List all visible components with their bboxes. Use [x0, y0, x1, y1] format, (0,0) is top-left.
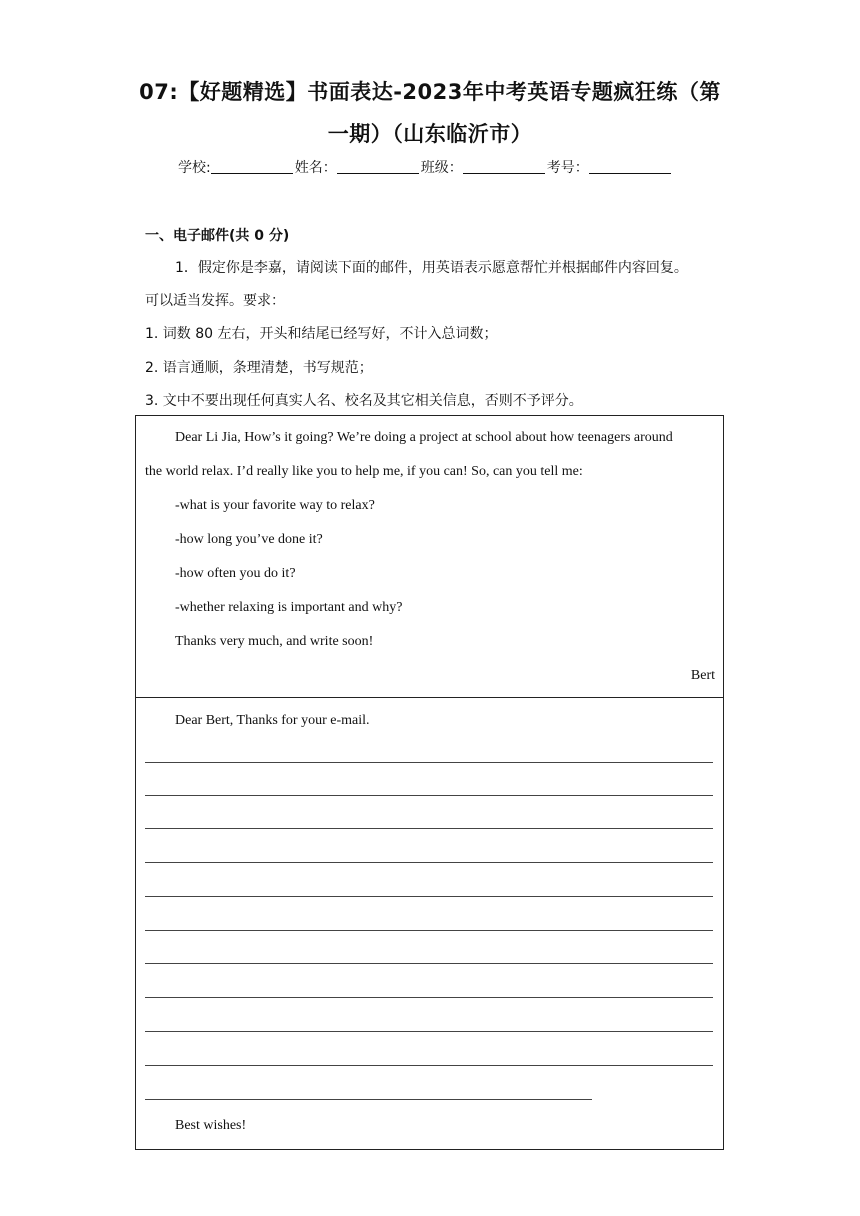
section-heading: 一、电子邮件(共 0 分) — [145, 228, 290, 244]
name-blank[interactable] — [337, 159, 419, 174]
reply-opening: Dear Bert, Thanks for your e-mail. — [175, 713, 370, 728]
email-question-3: -how often you do it? — [175, 566, 296, 581]
writing-line[interactable] — [145, 997, 713, 998]
school-label: 学校: — [178, 160, 211, 176]
writing-line-last[interactable] — [145, 1099, 592, 1100]
email-question-2: -how long you’ve done it? — [175, 532, 323, 547]
reply-closing: Best wishes! — [175, 1118, 247, 1133]
name-label: 姓名： — [294, 160, 337, 176]
writing-line[interactable] — [145, 862, 713, 863]
requirement-3: 3. 文中不要出现任何真实人名、校名及其它相关信息，否则不予评分。 — [145, 393, 583, 409]
writing-line[interactable] — [145, 896, 713, 897]
class-blank[interactable] — [463, 159, 545, 174]
email-line-2: the world relax. I’d really like you to help me, if you can! So, can you tell me: — [145, 464, 583, 479]
requirement-2: 2. 语言通顺，条理清楚，书写规范； — [145, 360, 373, 376]
writing-line[interactable] — [145, 1031, 713, 1032]
email-signature: Bert — [690, 668, 715, 683]
requirement-1: 1. 词数 80 左右，开头和结尾已经写好，不计入总词数； — [145, 326, 498, 342]
email-question-4: -whether relaxing is important and why? — [175, 600, 403, 615]
writing-line[interactable] — [145, 762, 713, 763]
student-info-row — [178, 157, 673, 177]
exam-number-label: 考号： — [546, 160, 589, 176]
writing-line[interactable] — [145, 1065, 713, 1066]
question-intro-line-1: 1．假定你是李嘉，请阅读下面的邮件，用英语表示愿意帮忙并根据邮件内容回复。 — [175, 260, 688, 276]
school-blank[interactable] — [211, 159, 293, 174]
writing-line[interactable] — [145, 795, 713, 796]
email-box — [135, 415, 724, 698]
writing-line[interactable] — [145, 963, 713, 964]
email-question-1: -what is your favorite way to relax? — [175, 498, 375, 513]
class-label: 班级： — [420, 160, 463, 176]
page-title-line-2: 一期）（山东临沂市） — [327, 122, 533, 146]
reply-box — [135, 697, 724, 1150]
email-line-1: Dear Li Jia, How’s it going? We’re doing a project at school about how teenagers around — [175, 430, 673, 445]
page-title-line-1: 07:【好题精选】书面表达-2023年中考英语专题疯狂练（第 — [139, 80, 721, 104]
email-closing: Thanks very much, and write soon! — [175, 634, 374, 649]
exam-number-blank[interactable] — [589, 159, 671, 174]
writing-line[interactable] — [145, 930, 713, 931]
writing-line[interactable] — [145, 828, 713, 829]
question-intro-line-2: 可以适当发挥。要求： — [145, 293, 285, 309]
